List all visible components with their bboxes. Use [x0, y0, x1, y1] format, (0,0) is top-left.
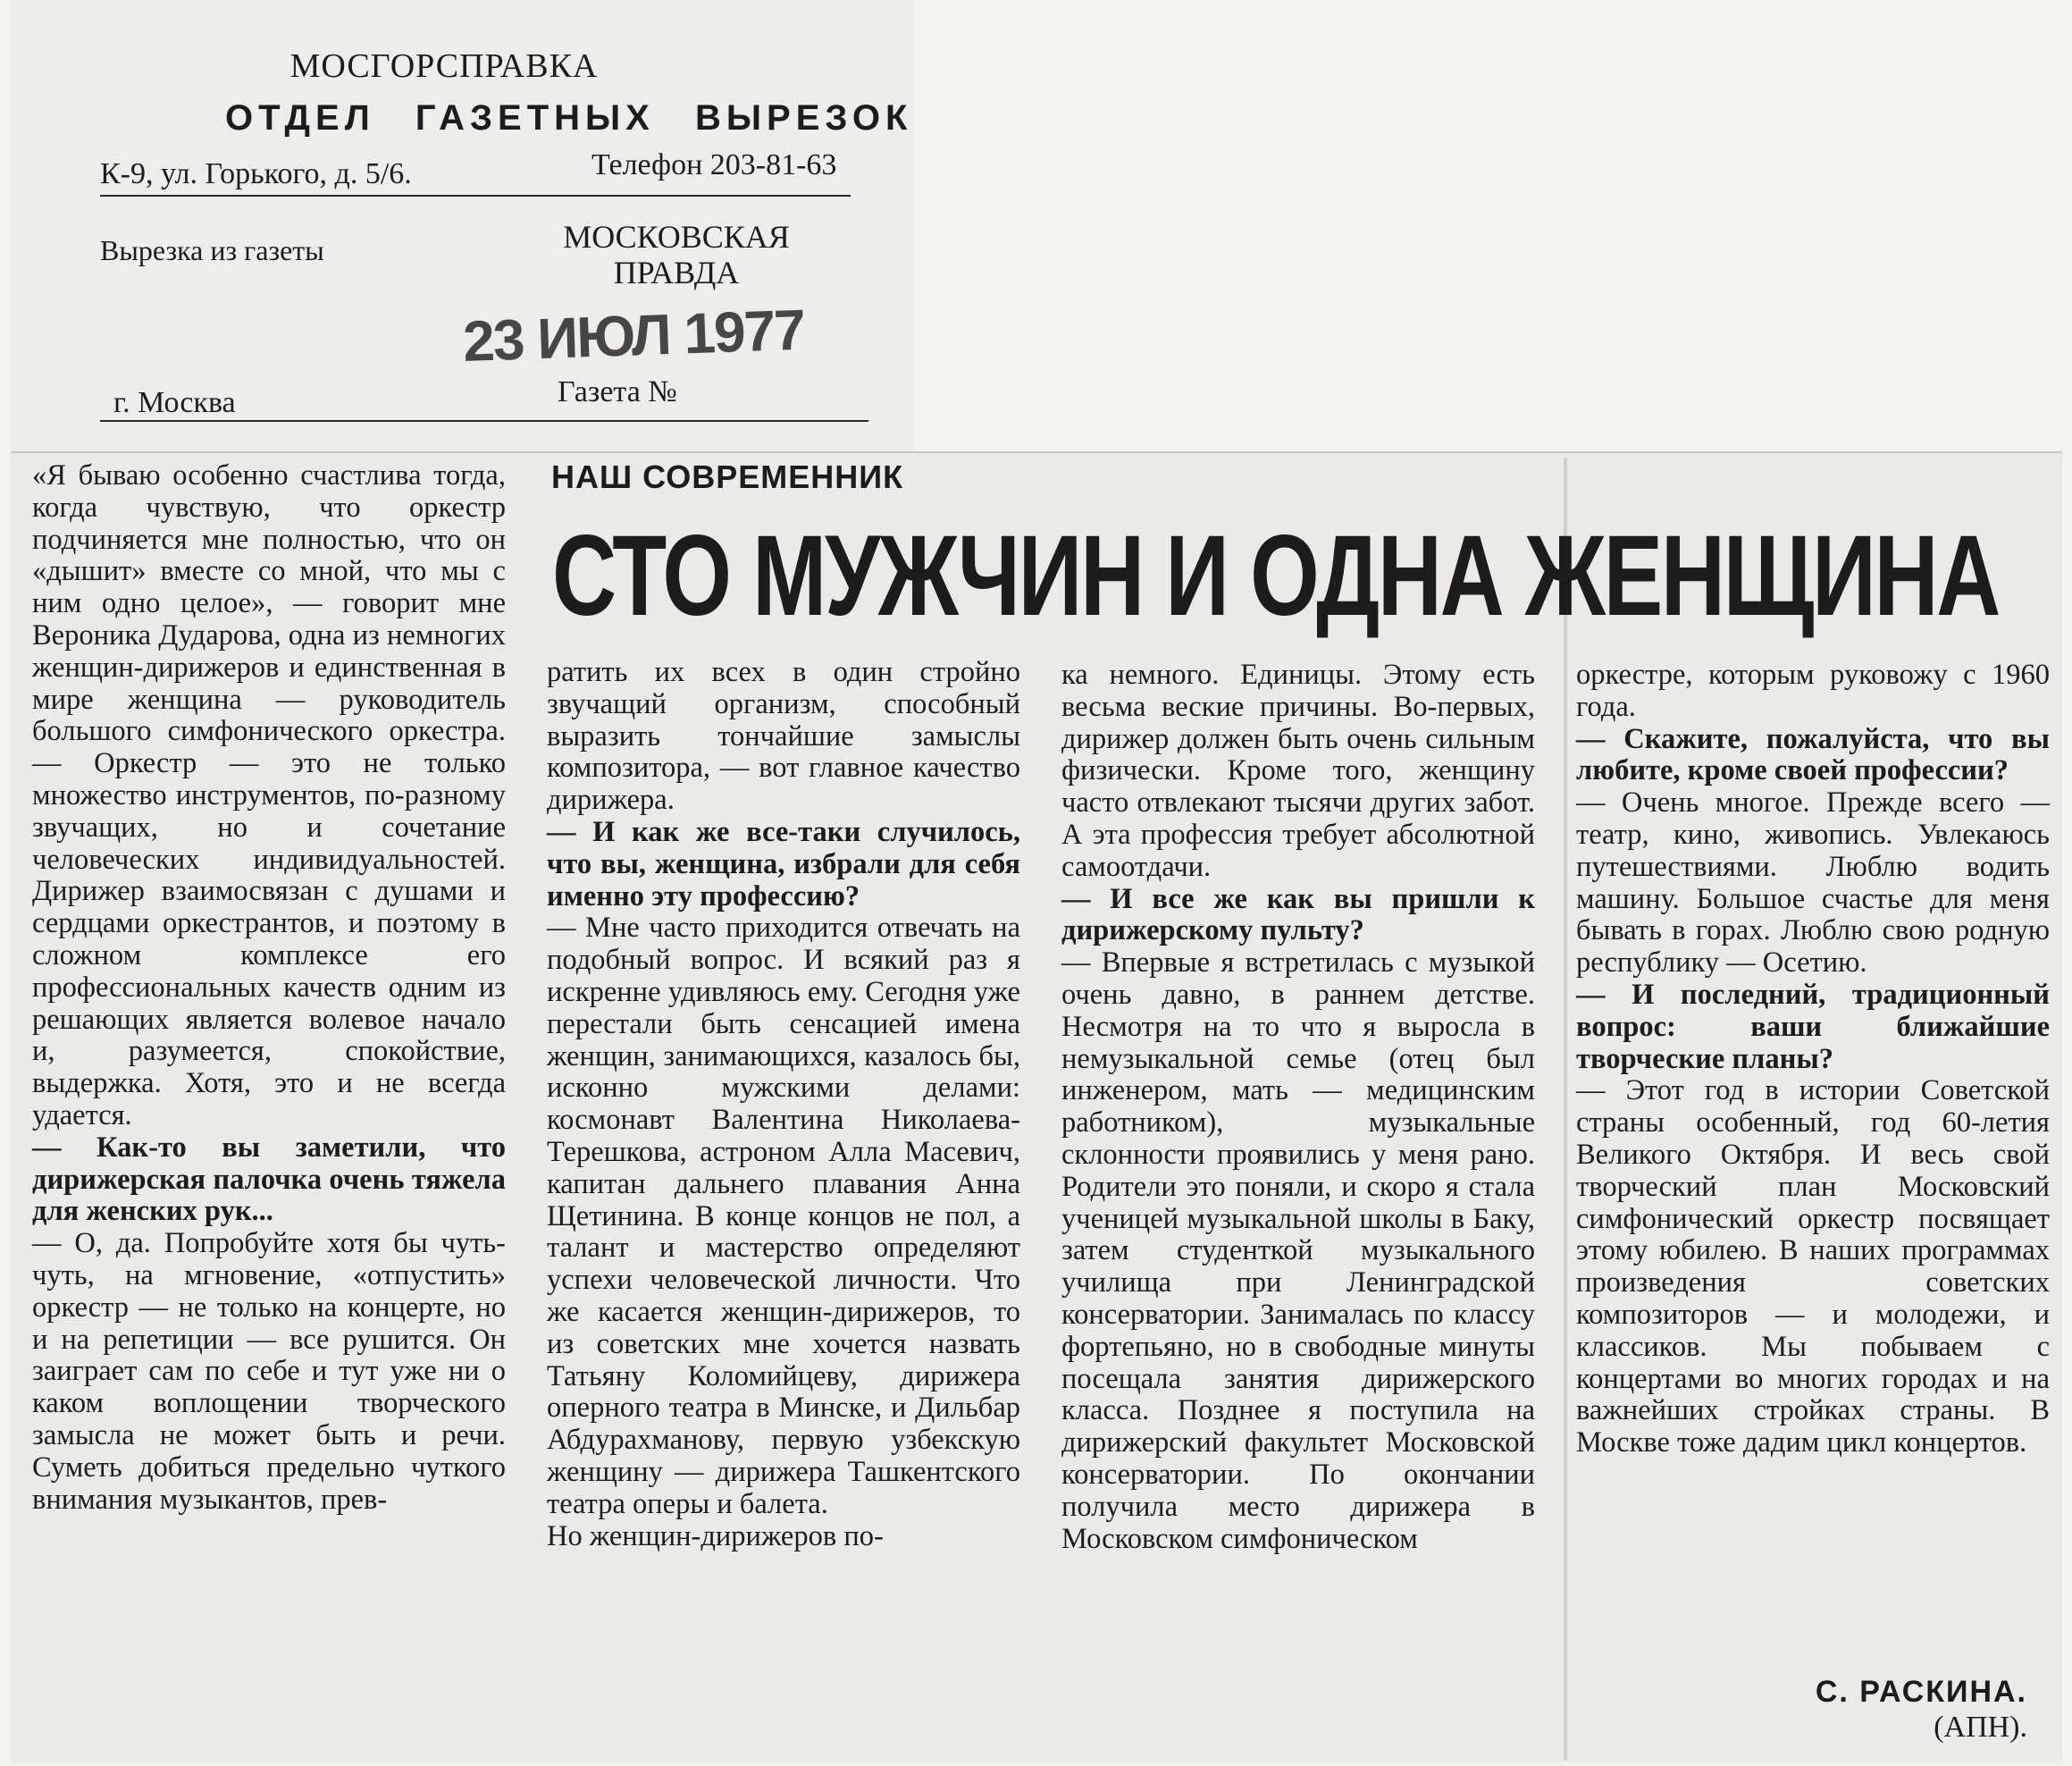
- article-paragraph: — Как-то вы заметили, что дирижерская палочка очень тяжела для женских рук...: [32, 1131, 506, 1228]
- article-headline: СТО МУЖЧИН И ОДНА ЖЕНЩИНА: [552, 512, 2000, 640]
- article-paragraph: ка немного. Единицы. Этому есть весьма веские причины. Во-первых, дирижер должен быть очень сильным физически. Кроме того, женщину часто отвлекают тысячи других забот. А эта профессия требует абсолютной самоотдачи.: [1061, 659, 1535, 883]
- agency-name: МОСГОРСПРАВКА: [289, 47, 599, 85]
- issue-number-label: Газета №: [558, 375, 677, 408]
- agency-address: К-9, ул. Горького, д. 5/6.: [100, 157, 412, 190]
- article-paragraph: ратить их всех в один стройно звучащий организм, способный выразить тончайшие замыслы композитора, — вот главное качество дирижера.: [547, 656, 1020, 817]
- article-paragraph: — Очень многое. Прежде всего — театр, кино, живопись. Увлекаюсь путешествиями. Люблю водить машину. Большое счастье для меня бывать в горах. Люблю свою родную республику — Осетию.: [1576, 786, 2050, 980]
- agency-phone: Телефон 203-81-63: [591, 148, 837, 181]
- article-paragraph: — И все же как вы пришли к дирижерскому пульту?: [1061, 882, 1535, 947]
- city-label: г. Москва: [113, 386, 236, 419]
- article-paragraph: оркестре, которым руковожу с 1960 года.: [1576, 659, 2050, 723]
- clipping-label: [11, 0, 913, 451]
- article-paragraph: — Впервые я встретилась с музыкой очень давно, в раннем детстве. Несмотря на то что я выросла в немузыкальной семье (отец был инженером, мать — медицинским работником), музыкальные склонности проявились у меня рано. Родители это поняли, и скоро я стала ученицей музыкальной школы в Баку, затем студенткой музыкального училища при Ленинградской консерватории. Занималась по классу фортепьяно, но в свободные минуты посещала занятия дирижерского класса. Позднее я поступила на дирижерский факультет Московской консерватории. По окончании получила место дирижера в Московском симфоническом: [1061, 946, 1535, 1555]
- label-divider: [100, 195, 851, 197]
- article-rubric: НАШ СОВРЕМЕННИК: [551, 458, 904, 495]
- article-paragraph: — Мне часто приходится отвечать на подобный вопрос. И всякий раз я искренне удивляюсь ему. Сегодня уже перестали быть сенсацией имена женщин, занимающихся, казалось бы, исконно мужскими делами: космонавт Валентина Николаева-Терешкова, астроном Алла Масевич, капитан дальнего плавания Анна Щетинина. В конце концов не пол, а талант и мастерство определяют успехи человеческой личности. Что же касается женщин-дирижеров, то из советских мне хочется назвать Татьяну Коломийцеву, дирижера оперного театра в Минске, и Дильбар Абдурахманову, первую узбекскую женщину — дирижера Ташкентского театра оперы и балета.: [547, 912, 1020, 1520]
- article-paragraph: — Скажите, пожалуйста, что вы любите, кроме своей профессии?: [1576, 722, 2050, 787]
- cutting-from-label: Вырезка из газеты: [100, 234, 324, 266]
- article-column-2: [547, 657, 1020, 1552]
- date-stamp: 23 ИЮЛ 1977: [462, 297, 805, 374]
- article-paragraph: — И как же все-таки случилось, что вы, женщина, избрали для себя именно эту профессию?: [547, 815, 1020, 912]
- author-name: С. РАСКИНА.: [1815, 1675, 2027, 1709]
- article-column-3: [1061, 660, 1535, 1555]
- news-agency: (АПН).: [1934, 1711, 2027, 1744]
- article-column-4: [1576, 660, 2050, 1459]
- article-signature: [1816, 1674, 2027, 1745]
- article-paragraph: — И последний, традиционный вопрос: ваши ближайшие творческие планы?: [1576, 978, 2050, 1075]
- article-column-1: [32, 460, 506, 1516]
- label-bottom-divider: [100, 420, 868, 422]
- article-paragraph: — Этот год в истории Советской страны особенный, год 60-летия Великого Октября. И весь свой творческий план Московский симфонический оркестр посвящает этому юбилею. В наших программах произведения советских композиторов — и молодежи, и классиков. Мы побываем с концертами во многих городах и на важнейших стройках страны. В Москве тоже дадим цикл концертов.: [1576, 1074, 2050, 1459]
- article-paragraph: Но женщин-дирижеров по-: [547, 1519, 884, 1552]
- article-paragraph: — О, да. Попробуйте хотя бы чуть-чуть, на мгновение, «отпустить» оркестр — не только на концерте, но и на репетиции — все рушится. Он заиграет сам по себе и тут уже ни о каком воплощении творческого замысла не может быть и речи. Суметь добиться предельно чуткого внимания музыкантов, прев-: [32, 1227, 506, 1516]
- department-name: ОТДЕЛ ГАЗЕТНЫХ ВЫРЕЗОК: [225, 98, 913, 138]
- article-paragraph: «Я бываю особенно счастлива тогда, когда чувствую, что оркестр подчиняется мне полностью, что он «дышит» вместе со мной, что мы с ним одно целое», — говорит мне Вероника Дударова, одна из немногих женщин-дирижеров и единственная в мире женщина — руководитель большого симфонического оркестра. — Оркестр — это не только множество инструментов, по-разному звучащих, но и сочетание человеческих индивидуальностей. Дирижер взаимосвязан с душами и сердцами оркестрантов, и поэтому в сложном комплексе его профессиональных качеств одним из решающих является волевое начало и, разумеется, спокойствие, выдержка. Хотя, это и не всегда удается.: [32, 459, 506, 1131]
- newspaper-name: МОСКОВСКАЯ ПРАВДА: [563, 219, 790, 290]
- paper-fold: [1564, 458, 1567, 1761]
